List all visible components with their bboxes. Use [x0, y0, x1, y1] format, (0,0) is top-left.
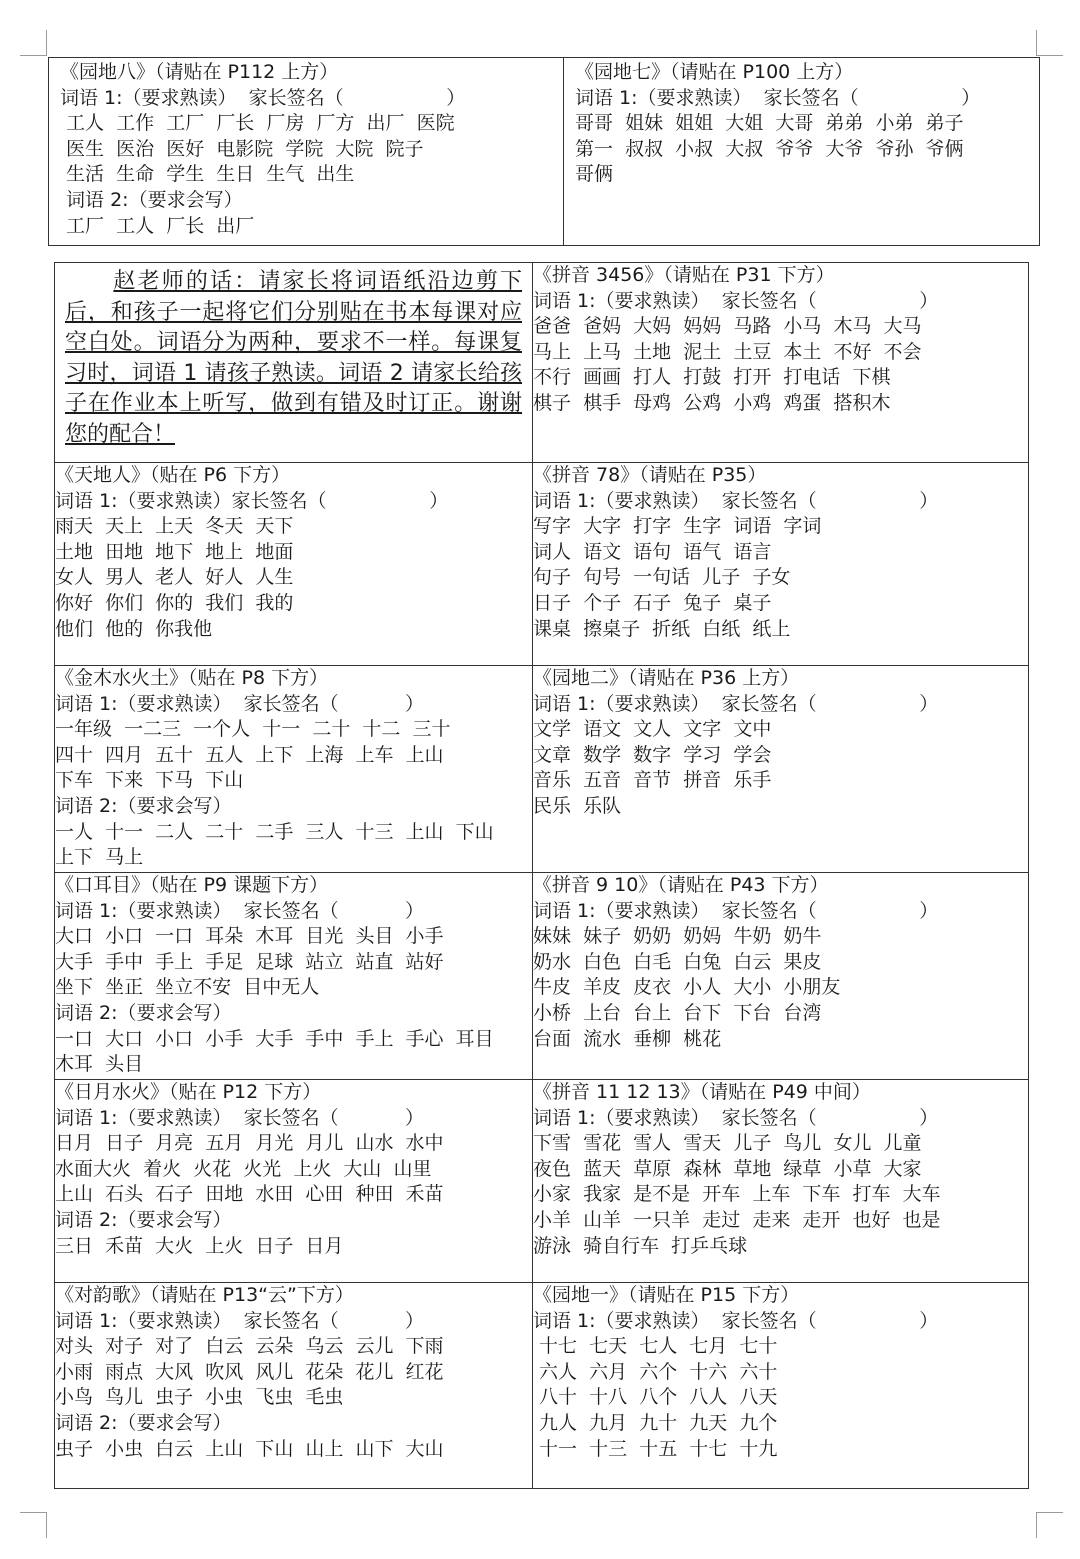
group-label: 词语 2:（要求会写）: [55, 1001, 232, 1024]
word-line: 台面 流水 垂柳 桃花: [533, 1027, 722, 1050]
word-line: 马上 上马 土地 泥土 土豆 本土 不好 不会: [533, 340, 922, 363]
section-cell: [533, 263, 1029, 463]
top-table: [48, 57, 1040, 246]
group-label: 词语 2:（要求会写）: [55, 1411, 232, 1434]
word-line: 六人 六月 六个 十六 六十: [533, 1360, 778, 1383]
word-line: 牛皮 羊皮 皮衣 小人 大小 小朋友: [533, 976, 841, 999]
word-line: 九人 九月 九十 九天 九个: [533, 1411, 778, 1434]
word-line: 土地 田地 地下 地上 地面: [55, 540, 294, 563]
word-line: 水面大火 着火 火花 火光 上火 大山 山里: [55, 1157, 432, 1180]
word-line: 不行 画画 打人 打鼓 打开 打电话 下棋: [533, 366, 891, 389]
word-line: 坐下 坐正 坐立不安 目中无人: [55, 976, 320, 999]
group-label: 词语 2:（要求会写）: [60, 188, 243, 211]
section-title: 《口耳目》（贴在 P9 课题下方）: [55, 874, 329, 896]
section-title: 《拼音 3456》（请贴在 P31 下方）: [533, 264, 835, 286]
word-line: 雨天 天上 上天 冬天 天下: [55, 515, 294, 538]
word-line: 文学 语文 文人 文字 文中: [533, 718, 772, 741]
word-line: 日子 个子 石子 兔子 桌子: [533, 591, 772, 614]
teacher-note-cell: [55, 263, 533, 463]
group-label: 词语 1:（要求熟读）家长签名（ ）: [55, 489, 449, 512]
word-line: 一口 大口 小口 小手 大手 手中 手上 手心 耳目: [55, 1027, 494, 1050]
word-line: 上下 马上: [55, 846, 144, 869]
section-cell: [55, 666, 533, 873]
word-line: 上山 石头 石子 田地 水田 心田 种田 禾苗: [55, 1183, 444, 1206]
word-line: 大手 手中 手上 手足 足球 站立 站直 站好: [55, 950, 444, 973]
section-title: 《拼音 9 10》（请贴在 P43 下方）: [533, 874, 829, 896]
word-line: 医生 医治 医好 电影院 学院 大院 院子: [60, 137, 424, 160]
word-line: 木耳 头目: [55, 1053, 144, 1076]
section-cell: [533, 666, 1029, 873]
word-line: 第一 叔叔 小叔 大叔 爷爷 大爷 爷孙 爷俩: [575, 137, 964, 160]
word-line: 课桌 擦桌子 折纸 白纸 纸上: [533, 617, 791, 640]
word-line: 小雨 雨点 大风 吹风 风儿 花朵 花儿 红花: [55, 1360, 444, 1383]
word-line: 十七 七天 七人 七月 七十: [533, 1335, 778, 1358]
section-cell: [55, 463, 533, 666]
word-line: 写字 大字 打字 生字 词语 字词: [533, 515, 822, 538]
word-line: 大口 小口 一口 耳朵 木耳 目光 头目 小手: [55, 925, 444, 948]
word-line: 对头 对子 对了 白云 云朵 乌云 云儿 下雨: [55, 1335, 444, 1358]
word-line: 工厂 工人 厂长 出厂: [60, 214, 255, 237]
section-cell: [533, 463, 1029, 666]
word-line: 你好 你们 你的 我们 我的: [55, 591, 294, 614]
section-cell: [533, 1080, 1029, 1283]
word-line: 下车 下来 下马 下山: [55, 769, 244, 792]
crop-mark: [1036, 1512, 1037, 1538]
group-label: 词语 2:（要求会写）: [55, 1208, 232, 1231]
section-title: 《日月水火》（贴在 P12 下方）: [55, 1081, 322, 1103]
section-title: 《园地八》（请贴在 P112 上方）: [60, 61, 339, 83]
group-label: 词语 1:（要求熟读） 家长签名（ ）: [533, 1106, 939, 1129]
section-title: 《金木水火土》（贴在 P8 下方）: [55, 667, 329, 689]
word-line: 奶水 白色 白毛 白兔 白云 果皮: [533, 950, 822, 973]
crop-mark: [20, 55, 46, 56]
word-line: 十一 十三 十五 十七 十九: [533, 1437, 778, 1460]
group-label: 词语 1:（要求熟读） 家长签名（ ）: [55, 899, 425, 922]
group-label: 词语 2:（要求会写）: [55, 794, 232, 817]
group-label: 词语 1:（要求熟读） 家长签名（ ）: [575, 86, 981, 109]
word-line: 日月 日子 月亮 五月 月光 月儿 山水 水中: [55, 1132, 444, 1155]
group-label: 词语 1:（要求熟读） 家长签名（ ）: [533, 692, 939, 715]
section-title: 《拼音 11 12 13》（请贴在 P49 中间）: [533, 1081, 871, 1103]
crop-mark: [46, 1512, 47, 1538]
word-line: 八十 十八 八个 八人 八天: [533, 1386, 778, 1409]
word-line: 生活 生命 学生 生日 生气 出生: [60, 163, 355, 186]
section-cell: [533, 1283, 1029, 1489]
teacher-note: 赵老师的话：请家长将词语纸沿边剪下后，和孩子一起将它们分别贴在书本每课对应空白处。词语分为两种，要求不一样。每课复习时，词语 1 请孩子熟读。词语 2 请家长给孩子在作业本上听写，做到有错及时订正。谢谢您的配合！: [65, 269, 522, 447]
crop-mark: [1036, 30, 1037, 56]
word-line: 民乐 乐队: [533, 794, 622, 817]
word-line: 下雪 雪花 雪人 雪天 儿子 鸟儿 女儿 儿童: [533, 1132, 922, 1155]
main-table: [54, 262, 1029, 1489]
group-label: 词语 1:（要求熟读） 家长签名（ ）: [533, 899, 939, 922]
word-line: 一人 十一 二人 二十 二手 三人 十三 上山 下山: [55, 820, 494, 843]
group-label: 词语 1:（要求熟读） 家长签名（ ）: [55, 1309, 425, 1332]
word-line: 棋子 棋手 母鸡 公鸡 小鸡 鸡蛋 搭积木: [533, 391, 891, 414]
crop-mark: [1037, 55, 1063, 56]
section-cell: [55, 1080, 533, 1283]
word-line: 句子 句号 一句话 儿子 子女: [533, 566, 791, 589]
word-line: 他们 他的 你我他: [55, 617, 213, 640]
section-cell: [49, 58, 564, 246]
word-line: 小鸟 鸟儿 虫子 小虫 飞虫 毛虫: [55, 1386, 344, 1409]
crop-mark: [20, 1512, 46, 1513]
word-line: 三日 禾苗 大火 上火 日子 日月: [55, 1234, 344, 1257]
group-label: 词语 1:（要求熟读） 家长签名（ ）: [55, 1106, 425, 1129]
section-cell: [533, 873, 1029, 1080]
word-line: 小家 我家 是不是 开车 上车 下车 打车 大车: [533, 1183, 941, 1206]
word-line: 音乐 五音 音节 拼音 乐手: [533, 769, 772, 792]
crop-mark: [1037, 1512, 1063, 1513]
group-label: 词语 1:（要求熟读） 家长签名（ ）: [60, 86, 466, 109]
word-line: 游泳 骑自行车 打乒乓球: [533, 1234, 748, 1257]
group-label: 词语 1:（要求熟读） 家长签名（ ）: [55, 692, 425, 715]
section-title: 《天地人》（贴在 P6 下方）: [55, 464, 291, 486]
word-line: 虫子 小虫 白云 上山 下山 山上 山下 大山: [55, 1437, 444, 1460]
word-line: 一年级 一二三 一个人 十一 二十 十二 三十: [55, 718, 451, 741]
word-line: 爸爸 爸妈 大妈 妈妈 马路 小马 木马 大马: [533, 315, 922, 338]
word-line: 文章 数学 数字 学习 学会: [533, 743, 772, 766]
word-line: 词人 语文 语句 语气 语言: [533, 540, 772, 563]
section-title: 《对韵歌》（请贴在 P13“云”下方）: [55, 1284, 354, 1306]
section-title: 《拼音 78》（请贴在 P35）: [533, 464, 767, 486]
group-label: 词语 1:（要求熟读） 家长签名（ ）: [533, 489, 939, 512]
word-line: 小羊 山羊 一只羊 走过 走来 走开 也好 也是: [533, 1208, 941, 1231]
word-line: 女人 男人 老人 好人 人生: [55, 566, 294, 589]
section-title: 《园地二》（请贴在 P36 上方）: [533, 667, 800, 689]
section-title: 《园地一》（请贴在 P15 下方）: [533, 1284, 800, 1306]
word-line: 四十 四月 五十 五人 上下 上海 上车 上山: [55, 743, 444, 766]
word-line: 夜色 蓝天 草原 森林 草地 绿草 小草 大家: [533, 1157, 922, 1180]
word-line: 哥俩: [575, 163, 614, 186]
crop-mark: [46, 30, 47, 56]
word-line: 妹妹 妹子 奶奶 奶妈 牛奶 奶牛: [533, 925, 822, 948]
section-cell: [55, 1283, 533, 1489]
section-cell: [55, 873, 533, 1080]
word-line: 工人 工作 工厂 厂长 厂房 厂方 出厂 医院: [60, 112, 455, 135]
group-label: 词语 1:（要求熟读） 家长签名（ ）: [533, 289, 939, 312]
section-title: 《园地七》（请贴在 P100 上方）: [575, 61, 854, 83]
section-cell: [564, 58, 1040, 246]
word-line: 哥哥 姐妹 姐姐 大姐 大哥 弟弟 小弟 弟子: [575, 112, 964, 135]
group-label: 词语 1:（要求熟读） 家长签名（ ）: [533, 1309, 939, 1332]
word-line: 小桥 上台 台上 台下 下台 台湾: [533, 1001, 822, 1024]
